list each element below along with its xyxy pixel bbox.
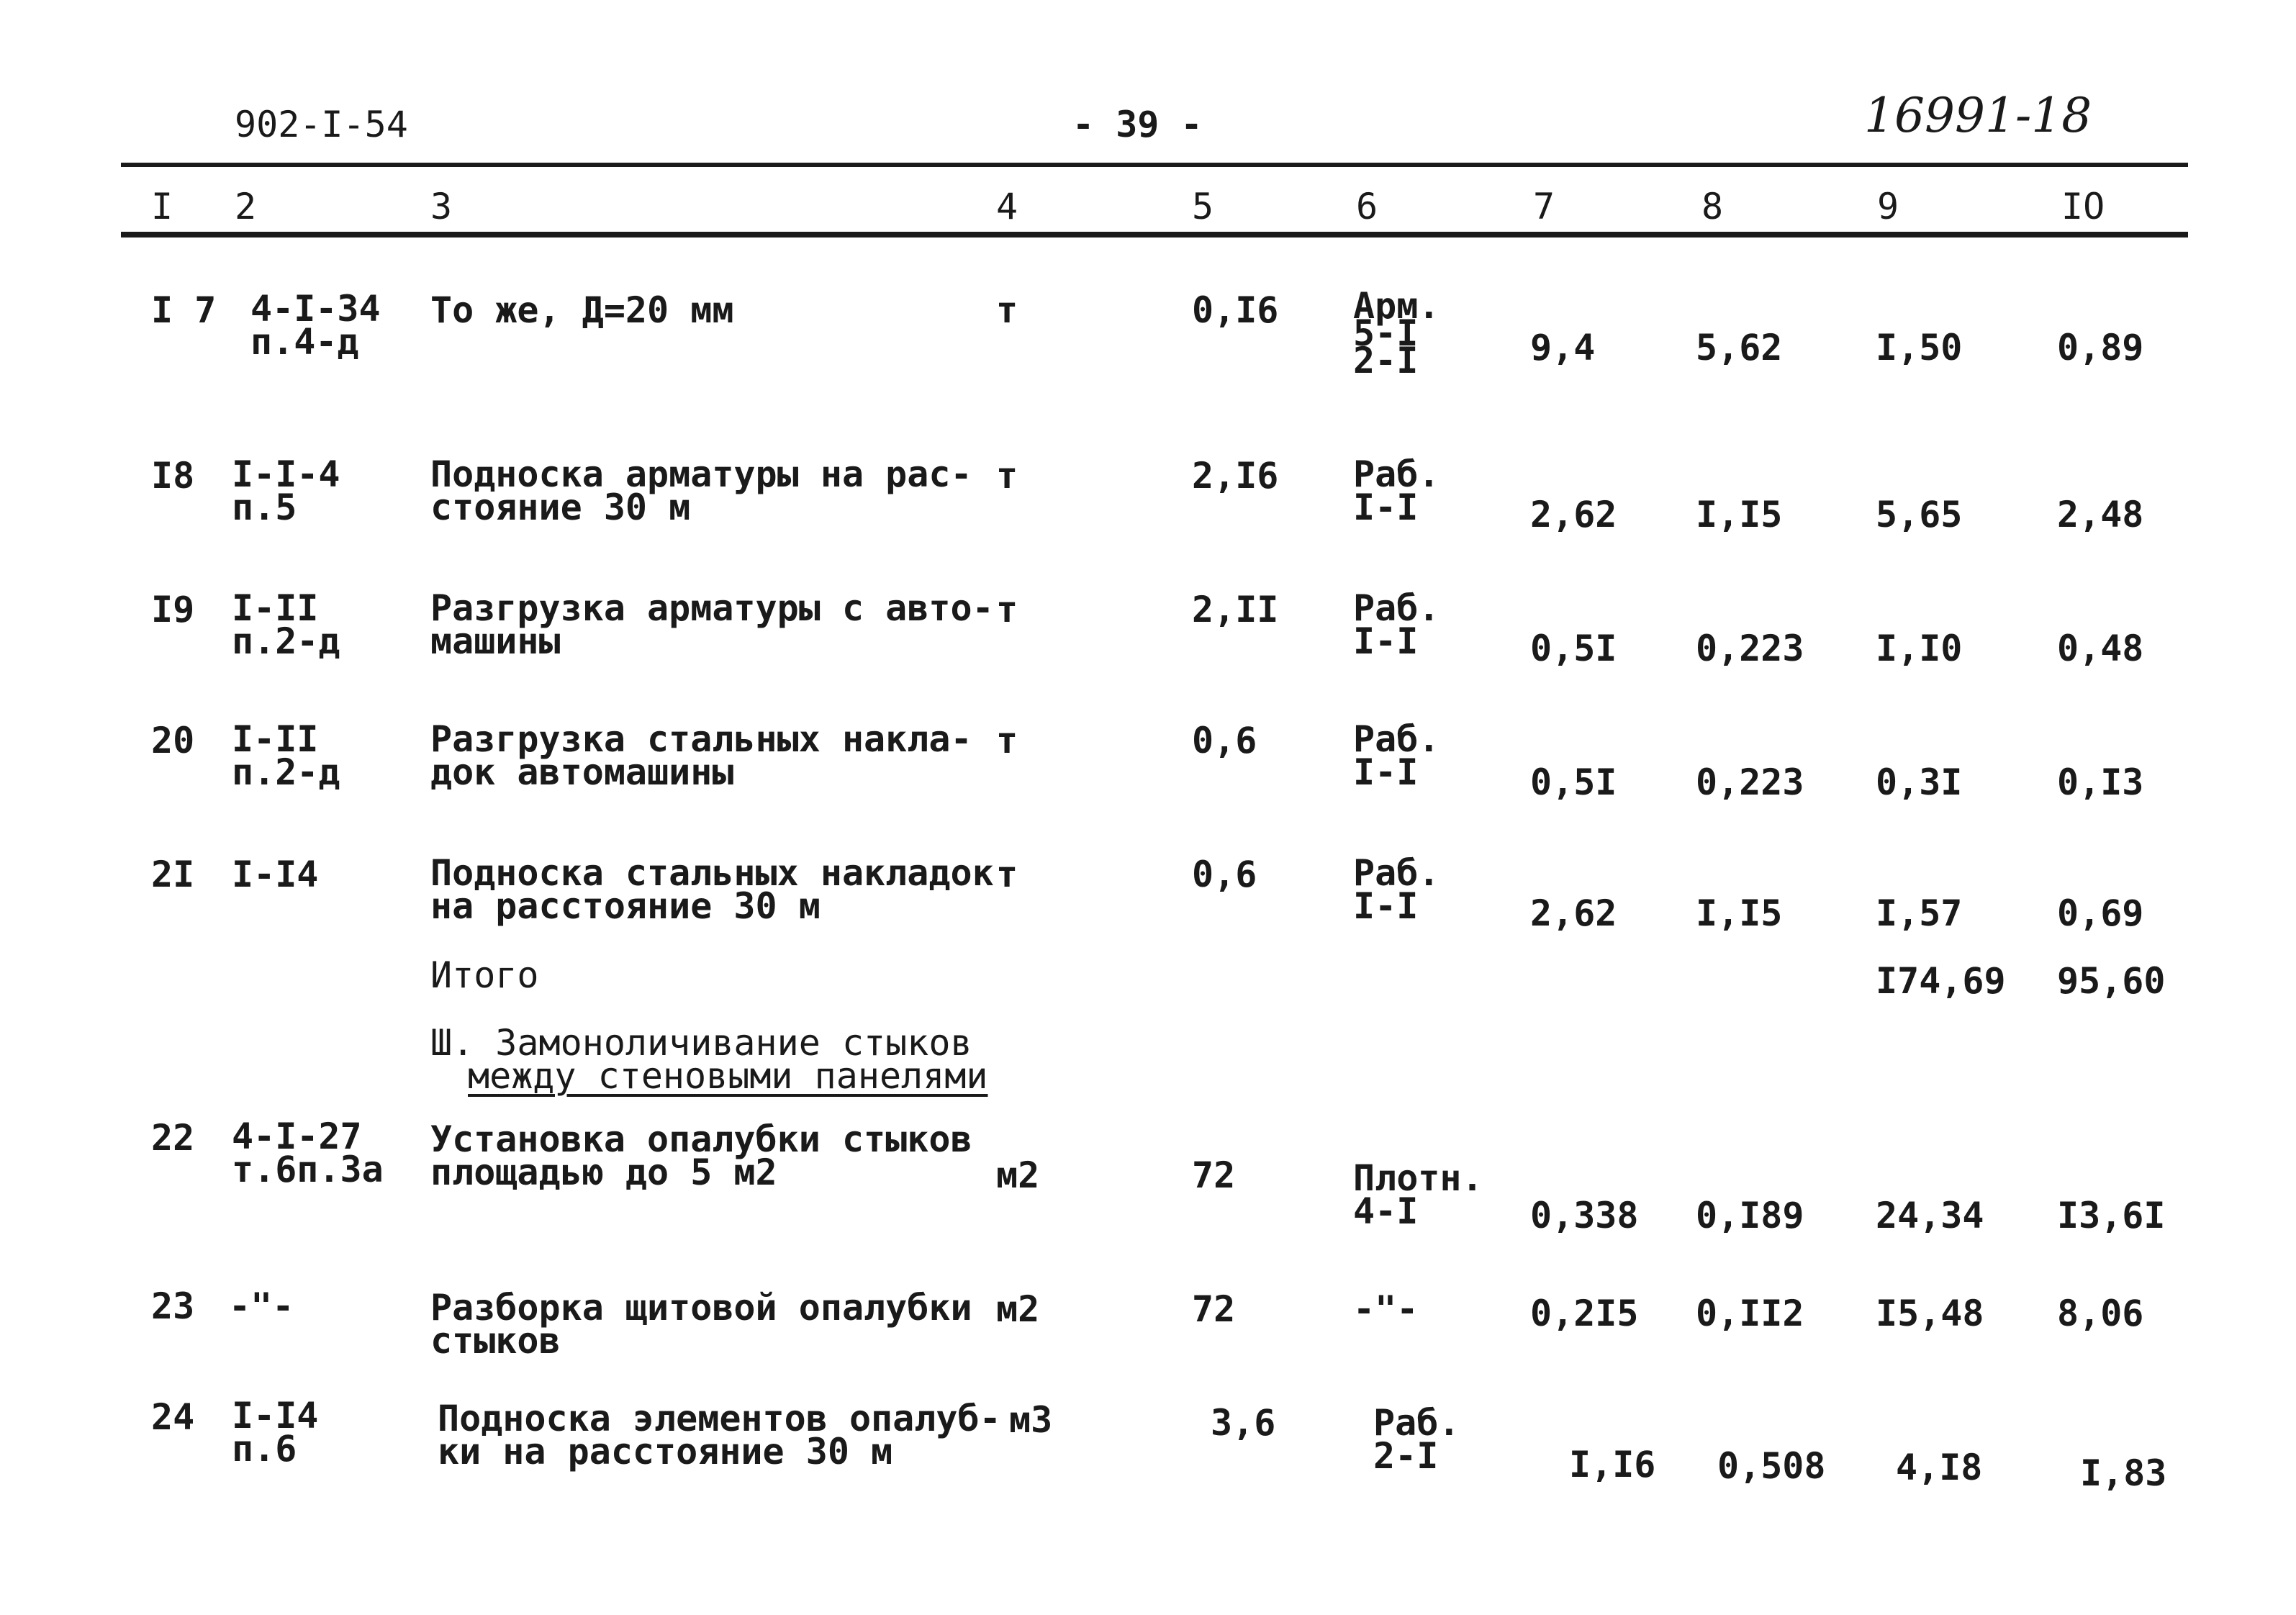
crew-composition: -"-: [1353, 1288, 1419, 1330]
norm-code: 4-I-34 п.4-д: [250, 288, 381, 363]
work-description: Разгрузка стальных накла- док автомашины: [430, 718, 972, 793]
column-number: 3: [430, 186, 453, 227]
column-number: 8: [1701, 186, 1724, 227]
value-col-7: 0,5I: [1530, 628, 1617, 669]
work-description: То же, Д=20 мм: [430, 289, 734, 331]
column-number: 9: [1877, 186, 1899, 227]
row-number: 23: [151, 1285, 195, 1327]
unit: т: [996, 720, 1018, 761]
value-col-10: 8,06: [2057, 1293, 2144, 1334]
work-description: Разборка щитовой опалубки стыков: [430, 1287, 972, 1362]
value-col-8: 0,508: [1717, 1445, 1826, 1487]
unit: т: [996, 589, 1018, 630]
quantity: 2,II: [1192, 589, 1279, 630]
top-rule: [121, 163, 2188, 167]
row-number: I9: [151, 589, 195, 630]
norm-code: I-II п.2-д: [232, 718, 340, 793]
value-col-10: 2,48: [2057, 494, 2144, 535]
crew-composition: Раб. I-I: [1353, 587, 1440, 662]
value-col-8: 0,223: [1696, 761, 1804, 803]
norm-code: -"-: [229, 1285, 294, 1327]
value-col-7: I,I6: [1569, 1444, 1656, 1485]
value-col-10: I,83: [2080, 1452, 2167, 1494]
subtotal-label: Итого: [430, 954, 539, 996]
quantity: 72: [1192, 1154, 1236, 1196]
section-heading-line-1: Ш. Замоноличивание стыков: [430, 1022, 972, 1064]
unit: м2: [996, 1154, 1040, 1196]
row-number: 24: [151, 1396, 195, 1438]
value-col-9: 4,I8: [1896, 1447, 1983, 1488]
row-number: 22: [151, 1117, 195, 1159]
value-col-9: I,57: [1876, 892, 1963, 934]
quantity: 3,6: [1211, 1402, 1276, 1444]
crew-composition: Раб. 2-I: [1373, 1402, 1460, 1477]
quantity: 0,6: [1192, 720, 1257, 761]
column-number: I: [151, 186, 173, 227]
value-col-8: 0,II2: [1696, 1293, 1804, 1334]
column-number: 6: [1356, 186, 1378, 227]
crew-composition: Арм. 5-I 2-I: [1353, 285, 1440, 381]
value-col-7: 2,62: [1530, 494, 1617, 535]
quantity: 0,6: [1192, 854, 1257, 895]
header-rule: [121, 232, 2188, 238]
value-col-10: I3,6I: [2057, 1195, 2166, 1236]
value-col-7: 0,2I5: [1530, 1293, 1639, 1334]
value-col-10: 0,69: [2057, 892, 2144, 934]
crew-composition: Раб. I-I: [1353, 453, 1440, 528]
unit: м3: [1009, 1399, 1053, 1441]
value-col-10: 0,I3: [2057, 761, 2144, 803]
subtotal-col-9: I74,69: [1876, 960, 2006, 1002]
value-col-8: 5,62: [1696, 327, 1783, 368]
row-number: 2I: [151, 854, 195, 895]
value-col-10: 0,48: [2057, 628, 2144, 669]
archive-number: 16991-18: [1864, 88, 2092, 143]
subtotal-col-10: 95,60: [2057, 960, 2166, 1002]
unit: т: [996, 455, 1018, 497]
value-col-8: 0,I89: [1696, 1195, 1804, 1236]
column-number: 4: [996, 186, 1018, 227]
value-col-7: 0,338: [1530, 1195, 1639, 1236]
column-number: IO: [2061, 186, 2105, 227]
unit: м2: [996, 1288, 1040, 1330]
crew-composition: Плотн. 4-I: [1353, 1157, 1483, 1232]
work-description: Подноска стальных накладок на расстояние 30 м: [430, 852, 994, 927]
page-number: - 39 -: [1072, 104, 1203, 145]
norm-code: I-I-4 п.5: [232, 453, 340, 528]
column-number: 2: [235, 186, 257, 227]
value-col-7: 2,62: [1530, 892, 1617, 934]
value-col-7: 9,4: [1530, 327, 1596, 368]
norm-code: I-II п.2-д: [232, 587, 340, 662]
column-number: 5: [1192, 186, 1214, 227]
norm-code: I-I4: [232, 854, 319, 895]
value-col-9: 5,65: [1876, 494, 1963, 535]
value-col-7: 0,5I: [1530, 761, 1617, 803]
work-description: Подноска элементов опалуб- ки на расстояние 30 м: [438, 1398, 1001, 1472]
column-number: 7: [1533, 186, 1555, 227]
work-description: Установка опалубки стыков площадью до 5 м2: [430, 1118, 972, 1193]
crew-composition: Раб. I-I: [1353, 718, 1440, 793]
value-col-8: 0,223: [1696, 628, 1804, 669]
value-col-8: I,I5: [1696, 892, 1783, 934]
value-col-9: 24,34: [1876, 1195, 1984, 1236]
crew-composition: Раб. I-I: [1353, 852, 1440, 927]
document-code: 902-I-54: [235, 104, 408, 145]
quantity: 72: [1192, 1288, 1236, 1330]
quantity: 2,I6: [1192, 455, 1279, 497]
norm-code: 4-I-27 т.6п.3а: [232, 1116, 384, 1190]
section-heading-line-2: между стеновыми панелями: [468, 1055, 988, 1097]
norm-code: I-I4 п.6: [232, 1395, 319, 1470]
work-description: Подноска арматуры на рас- стояние 30 м: [430, 453, 972, 528]
quantity: 0,I6: [1192, 289, 1279, 331]
row-number: I 7: [151, 289, 217, 331]
value-col-9: I,I0: [1876, 628, 1963, 669]
unit: т: [996, 854, 1018, 895]
value-col-9: I,50: [1876, 327, 1963, 368]
value-col-10: 0,89: [2057, 327, 2144, 368]
unit: т: [996, 289, 1018, 331]
row-number: 20: [151, 720, 195, 761]
work-description: Разгрузка арматуры с авто- машины: [430, 587, 994, 662]
value-col-9: I5,48: [1876, 1293, 1984, 1334]
row-number: I8: [151, 455, 195, 497]
value-col-8: I,I5: [1696, 494, 1783, 535]
value-col-9: 0,3I: [1876, 761, 1963, 803]
